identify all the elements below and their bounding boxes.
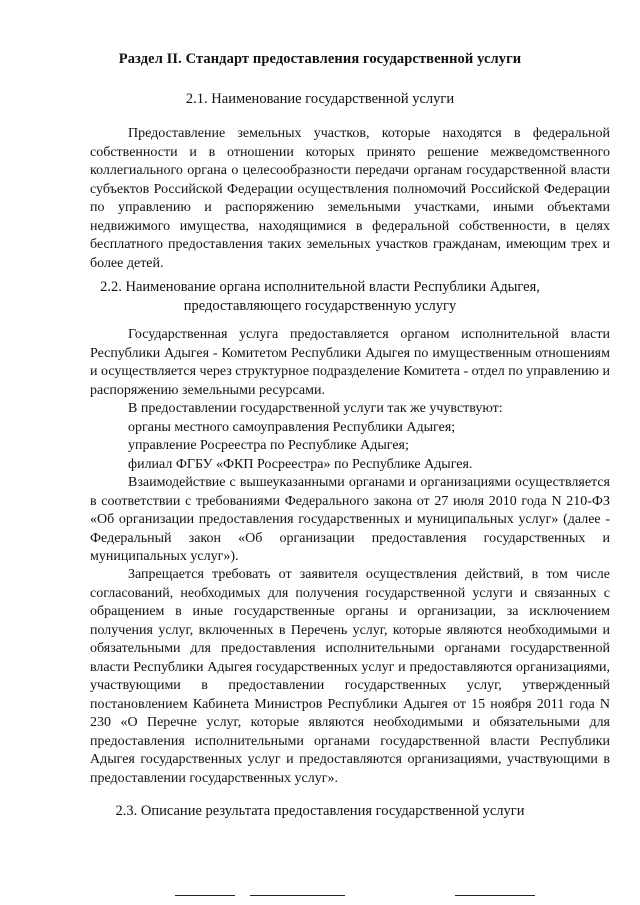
heading-2-3: 2.3. Описание результата предоставления государственной услуги [115,803,525,819]
scan-edge-line [250,895,345,896]
heading-2-2-line2: предоставляющего государственную услугу [183,298,457,314]
scan-edge-line [455,895,535,896]
participant-item: органы местного самоуправления Республики Адыгея; [128,419,456,435]
participant-item: управление Росреестра по Республике Адыгея; [128,438,409,453]
participants-intro: В предоставлении государственной услуги так же учувствуют: [128,401,503,416]
paragraph-2-2-interaction-text: Взаимодействие с вышеуказанными органами и организациями осуществляется в соответствии с требованиями Федерального закона от 27 июля 2010 года N 210-ФЗ «Об организации предоставления государственных и муниципальных услуг» (далее - Федеральный закон «Об организации предоставления государственных и муниципальных услуг»). [90,475,610,564]
scan-edge-line [175,895,235,896]
paragraph-2-2-intro [90,326,610,400]
heading-2-2-line1: 2.2. Наименование органа исполнительной власти Республики Адыгея, [100,279,540,295]
paragraph-2-2-interaction [90,474,610,567]
heading-2-2 [0,278,640,316]
paragraph-2-1 [90,125,610,273]
section-title: Раздел II. Стандарт предоставления государственной услуги [118,51,522,67]
paragraph-2-1-text: Предоставление земельных участков, которые находятся в федеральной собственности и в отношении которых принято решение межведомственного коллегиального органа о целесообразности передачи органам государственной власти субъектов Российской Федерации осуществления полномочий Российской Федерации по управлению и распоряжению земельными участками, иными объектами недвижимого имущества, находящимися в федеральной собственности, в целях бесплатного предоставления таких земельных участков гражданам, имеющим трех и более детей. [90,126,610,271]
heading-2-1: 2.1. Наименование государственной услуги [185,91,455,107]
paragraph-2-2-prohibition [90,566,610,788]
paragraph-2-2-prohibition-text: Запрещается требовать от заявителя осуществления действий, в том числе согласований, необходимых для получения государственной услуги и связанных с обращением в иные государственные органы и организации, за исключением получения услуг, включенных в Перечень услуг, которые являются необходимыми и обязательными для предоставления исполнительными органами государственной власти Республики Адыгея государственных услуг и предоставляются организациями, участвующими в предоставлении государственных услуг, утвержденный постановлением Кабинета Министров Республики Адыгея от 15 ноября 2011 года N 230 «О Перечне услуг, которые являются необходимыми и обязательными для предоставления исполнительными органами государственной власти Республики Адыгея государственных услуг и предоставляются организациями, участвующими в предоставлении государственных услуг». [90,567,610,786]
participant-item: филиал ФГБУ «ФКП Росреестра» по Республике Адыгея. [128,456,473,472]
paragraph-2-2-intro-text: Государственная услуга предоставляется органом исполнительной власти Республики Адыгея - Комитетом Республики Адыгея по имущественным отношениям и осуществляется через структурное подразделение Комитета - отдел по управлению и распоряжению земельными ресурсами. [90,327,610,398]
